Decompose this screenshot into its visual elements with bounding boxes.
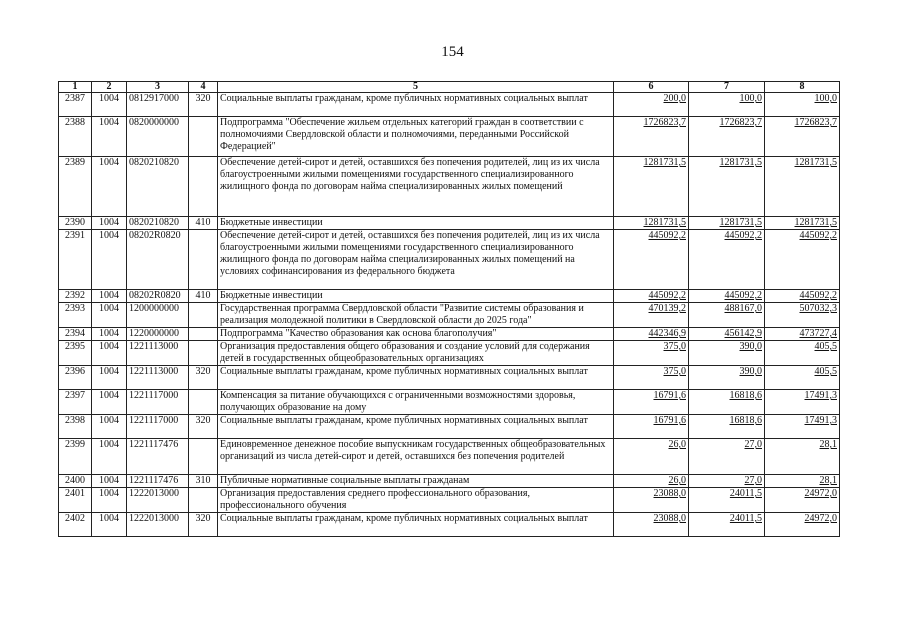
row-number-cell: 2391 [59,230,92,290]
table-row [59,217,840,230]
target-article-cell: 1221117000 [127,415,189,439]
expense-type-cell [189,390,218,415]
amount-year1-cell [614,117,689,157]
row-number-cell: 2389 [59,157,92,217]
amount-year3-cell [765,217,840,230]
page-number: 154 [441,44,464,60]
amount-value: 507032,3 [799,303,837,314]
amount-year1-cell [614,475,689,488]
description-cell: Единовременное денежное пособие выпускникам государственных общеобразовательных организаций из числа детей-сирот и детей, оставшихся без попечения родителей [218,439,614,475]
amount-year3-cell [765,290,840,303]
table-row [59,475,840,488]
row-number-cell: 2398 [59,415,92,439]
header-col-7: 7 [689,82,765,93]
amount-value: 375,0 [663,366,686,377]
description-cell: Бюджетные инвестиции [218,217,614,230]
header-col-6: 6 [614,82,689,93]
row-number-cell: 2392 [59,290,92,303]
amount-value: 16818,6 [729,390,762,401]
target-article-cell: 1222013000 [127,488,189,513]
amount-value: 1281731,5 [794,217,837,228]
amount-value: 442346,9 [648,328,686,339]
expense-type-cell: 320 [189,513,218,537]
amount-year3-cell [765,415,840,439]
section-code-cell: 1004 [92,475,127,488]
target-article-cell: 1221113000 [127,341,189,366]
target-article-cell: 1220000000 [127,328,189,341]
amount-value: 1726823,7 [643,117,686,128]
amount-value: 1281731,5 [719,157,762,168]
section-code-cell: 1004 [92,390,127,415]
section-code-cell: 1004 [92,290,127,303]
section-code-cell: 1004 [92,117,127,157]
amount-value: 445092,2 [799,290,837,301]
amount-year3-cell [765,390,840,415]
table-row [59,93,840,117]
description-cell: Подпрограмма "Качество образования как основа благополучия" [218,328,614,341]
header-col-4: 4 [189,82,218,93]
header-col-3: 3 [127,82,189,93]
amount-year3-cell [765,328,840,341]
section-code-cell: 1004 [92,415,127,439]
amount-year1-cell [614,390,689,415]
expense-type-cell: 410 [189,290,218,303]
amount-value: 27,0 [744,475,762,486]
amount-year1-cell [614,415,689,439]
amount-year2-cell [689,290,765,303]
target-article-cell: 0820210820 [127,157,189,217]
expense-type-cell [189,230,218,290]
target-article-cell: 0812917000 [127,93,189,117]
amount-value: 16791,6 [653,390,686,401]
description-cell: Подпрограмма "Обеспечение жильем отдельных категорий граждан в соответствии с полномочиями Свердловской области и полномочиями, переданными Российской Федерацией" [218,117,614,157]
row-number-cell: 2390 [59,217,92,230]
amount-year3-cell [765,513,840,537]
amount-value: 390,0 [739,341,762,352]
table-row [59,157,840,217]
amount-value: 405,5 [814,341,837,352]
description-cell: Социальные выплаты гражданам, кроме публичных нормативных социальных выплат [218,93,614,117]
target-article-cell: 1221117476 [127,475,189,488]
section-code-cell: 1004 [92,488,127,513]
description-cell: Компенсация за питание обучающихся с ограниченными возможностями здоровья, получающих образование на дому [218,390,614,415]
amount-value: 1281731,5 [643,217,686,228]
amount-value: 24972,0 [804,488,837,499]
amount-value: 445092,2 [648,290,686,301]
table-row [59,366,840,390]
amount-year1-cell [614,217,689,230]
section-code-cell: 1004 [92,328,127,341]
amount-year1-cell [614,488,689,513]
amount-value: 445092,2 [724,230,762,241]
section-code-cell: 1004 [92,230,127,290]
amount-year1-cell [614,341,689,366]
amount-value: 100,0 [739,93,762,104]
amount-value: 375,0 [663,341,686,352]
table-row [59,488,840,513]
amount-year2-cell [689,217,765,230]
row-number-cell: 2395 [59,341,92,366]
amount-year2-cell [689,303,765,328]
budget-table [58,81,840,537]
table-row [59,439,840,475]
header-col-8: 8 [765,82,840,93]
section-code-cell: 1004 [92,366,127,390]
amount-year2-cell [689,475,765,488]
amount-year3-cell [765,303,840,328]
amount-year2-cell [689,328,765,341]
description-cell: Обеспечение детей-сирот и детей, оставшихся без попечения родителей, лиц из их числа благоустроенными жилыми помещениями государственного специализированного жилищного фонда по договорам найма специализированных жилых помещений [218,157,614,217]
section-code-cell: 1004 [92,513,127,537]
amount-year2-cell [689,117,765,157]
expense-type-cell [189,439,218,475]
section-code-cell: 1004 [92,217,127,230]
amount-year1-cell [614,513,689,537]
amount-year3-cell [765,230,840,290]
expense-type-cell: 320 [189,415,218,439]
amount-value: 24011,5 [729,513,762,524]
amount-value: 26,0 [668,475,686,486]
row-number-cell: 2393 [59,303,92,328]
amount-value: 16791,6 [653,415,686,426]
expense-type-cell [189,117,218,157]
amount-year1-cell [614,157,689,217]
amount-value: 390,0 [739,366,762,377]
table-row [59,390,840,415]
amount-year1-cell [614,230,689,290]
header-col-5: 5 [218,82,614,93]
amount-year2-cell [689,488,765,513]
description-cell: Публичные нормативные социальные выплаты гражданам [218,475,614,488]
section-code-cell: 1004 [92,303,127,328]
amount-year1-cell [614,439,689,475]
amount-value: 405,5 [814,366,837,377]
amount-value: 26,0 [668,439,686,450]
table-row [59,303,840,328]
amount-value: 1281731,5 [794,157,837,168]
header-col-1: 1 [59,82,92,93]
table-row [59,117,840,157]
amount-year3-cell [765,366,840,390]
expense-type-cell [189,303,218,328]
description-cell: Социальные выплаты гражданам, кроме публичных нормативных социальных выплат [218,415,614,439]
expense-type-cell [189,341,218,366]
amount-value: 1726823,7 [794,117,837,128]
amount-value: 445092,2 [724,290,762,301]
amount-year2-cell [689,366,765,390]
amount-year2-cell [689,513,765,537]
expense-type-cell [189,488,218,513]
amount-value: 473727,4 [799,328,837,339]
target-article-cell: 1222013000 [127,513,189,537]
target-article-cell: 1221117476 [127,439,189,475]
target-article-cell: 08202R0820 [127,230,189,290]
amount-value: 16818,6 [729,415,762,426]
amount-year1-cell [614,366,689,390]
target-article-cell: 1221117000 [127,390,189,415]
amount-value: 1726823,7 [719,117,762,128]
row-number-cell: 2399 [59,439,92,475]
row-number-cell: 2402 [59,513,92,537]
amount-value: 1281731,5 [643,157,686,168]
table-row [59,513,840,537]
amount-year3-cell [765,157,840,217]
amount-year3-cell [765,93,840,117]
row-number-cell: 2394 [59,328,92,341]
target-article-cell: 0820000000 [127,117,189,157]
amount-year2-cell [689,157,765,217]
target-article-cell: 0820210820 [127,217,189,230]
amount-year3-cell [765,341,840,366]
expense-type-cell: 310 [189,475,218,488]
row-number-cell: 2388 [59,117,92,157]
amount-value: 28,1 [819,439,837,450]
description-cell: Бюджетные инвестиции [218,290,614,303]
row-number-cell: 2387 [59,93,92,117]
description-cell: Социальные выплаты гражданам, кроме публичных нормативных социальных выплат [218,366,614,390]
table-row [59,415,840,439]
header-col-2: 2 [92,82,127,93]
row-number-cell: 2401 [59,488,92,513]
target-article-cell: 08202R0820 [127,290,189,303]
amount-year2-cell [689,341,765,366]
amount-value: 27,0 [744,439,762,450]
amount-value: 28,1 [819,475,837,486]
target-article-cell: 1200000000 [127,303,189,328]
amount-value: 200,0 [663,93,686,104]
amount-year1-cell [614,303,689,328]
section-code-cell: 1004 [92,157,127,217]
expense-type-cell [189,157,218,217]
description-cell: Государственная программа Свердловской области "Развитие системы образования и реализация молодежной политики в Свердловской области до 2025 года" [218,303,614,328]
header-row [59,82,840,93]
amount-year2-cell [689,415,765,439]
amount-year1-cell [614,93,689,117]
row-number-cell: 2400 [59,475,92,488]
section-code-cell: 1004 [92,439,127,475]
section-code-cell: 1004 [92,341,127,366]
amount-value: 24972,0 [804,513,837,524]
table-row [59,230,840,290]
expense-type-cell: 320 [189,366,218,390]
row-number-cell: 2397 [59,390,92,415]
amount-year3-cell [765,488,840,513]
amount-value: 23088,0 [653,488,686,499]
amount-value: 100,0 [814,93,837,104]
amount-year2-cell [689,390,765,415]
amount-value: 1281731,5 [719,217,762,228]
amount-value: 445092,2 [648,230,686,241]
amount-year3-cell [765,475,840,488]
amount-year3-cell [765,439,840,475]
table-row [59,341,840,366]
amount-value: 17491,3 [804,415,837,426]
amount-year2-cell [689,230,765,290]
section-code-cell: 1004 [92,93,127,117]
amount-value: 17491,3 [804,390,837,401]
amount-value: 445092,2 [799,230,837,241]
amount-year3-cell [765,117,840,157]
expense-type-cell: 410 [189,217,218,230]
amount-year2-cell [689,93,765,117]
expense-type-cell: 320 [189,93,218,117]
description-cell: Обеспечение детей-сирот и детей, оставшихся без попечения родителей, лиц из их числа благоустроенными жилыми помещениями государственного специализированного жилищного фонда по договорам найма специализированных жилых помещений на условиях софинансирования из федерального бюджета [218,230,614,290]
amount-value: 470139,2 [648,303,686,314]
description-cell: Организация предоставления общего образования и создание условий для содержания детей в государственных общеобразовательных организациях [218,341,614,366]
amount-year1-cell [614,328,689,341]
description-cell: Организация предоставления среднего профессионального образования, профессионального обучения [218,488,614,513]
table-row [59,328,840,341]
target-article-cell: 1221113000 [127,366,189,390]
table-row [59,290,840,303]
description-cell: Социальные выплаты гражданам, кроме публичных нормативных социальных выплат [218,513,614,537]
amount-value: 456142,9 [724,328,762,339]
amount-value: 24011,5 [729,488,762,499]
amount-value: 23088,0 [653,513,686,524]
amount-value: 488167,0 [724,303,762,314]
row-number-cell: 2396 [59,366,92,390]
amount-year2-cell [689,439,765,475]
expense-type-cell [189,328,218,341]
amount-year1-cell [614,290,689,303]
